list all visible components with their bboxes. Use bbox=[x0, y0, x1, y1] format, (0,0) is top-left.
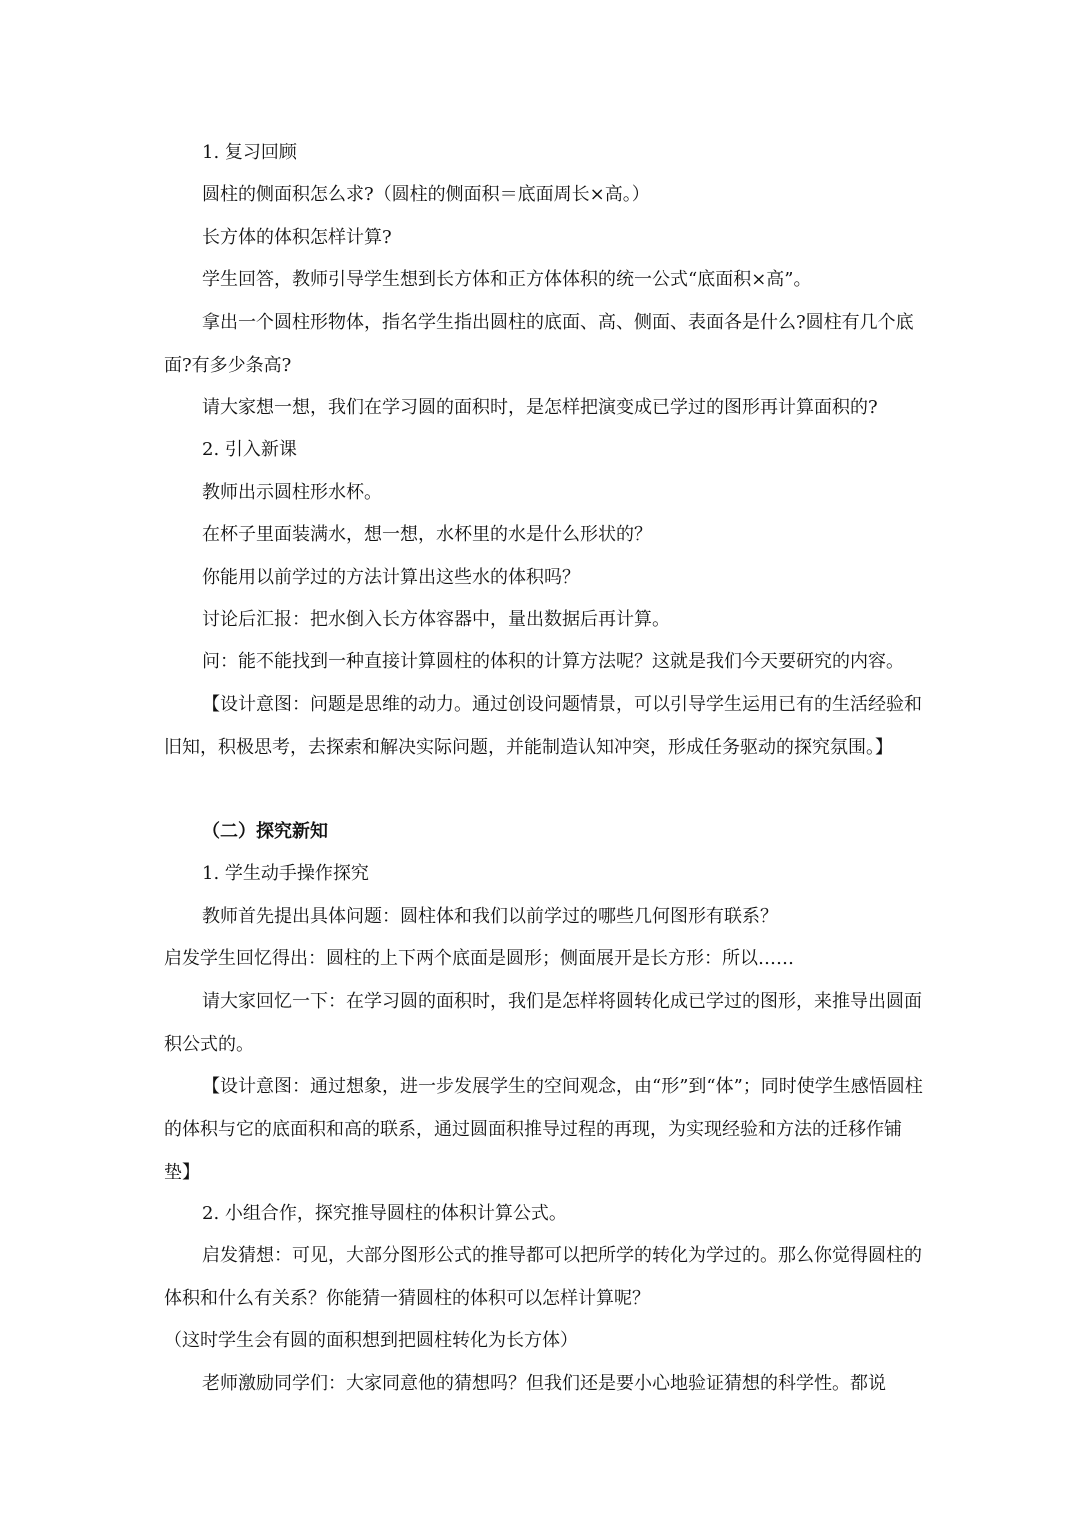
paragraph: 在杯子里面装满水，想一想，水杯里的水是什么形状的？ bbox=[202, 524, 652, 545]
paragraph: 老师激励同学们：大家同意他的猜想吗？但我们还是要小心地验证猜想的科学性。都说 bbox=[202, 1373, 886, 1394]
paragraph: 学生回答，教师引导学生想到长方体和正方体体积的统一公式“底面积×高”。 bbox=[202, 269, 812, 290]
design-intent-note: 【设计意图：通过想象，进一步发展学生的空间观念，由“形”到“体”；同时使学生感悟圆柱的体积与它的底面积和高的联系，通过圆面积推导过程的再现，为实现经验和方法的迁移作铺垫】 bbox=[164, 1076, 923, 1183]
section-heading: （二）探究新知 bbox=[202, 821, 328, 842]
paragraph: 教师首先提出具体问题：圆柱体和我们以前学过的哪些几何图形有联系？ bbox=[202, 906, 778, 927]
paragraph: 请大家回忆一下：在学习圆的面积时，我们是怎样将圆转化成已学过的图形，来推导出圆面积公式的。 bbox=[164, 991, 922, 1055]
paragraph: 问：能不能找到一种直接计算圆柱的体积的计算方法呢？这就是我们今天要研究的内容。 bbox=[202, 651, 904, 672]
paragraph: 你能用以前学过的方法计算出这些水的体积吗？ bbox=[202, 567, 580, 588]
design-intent-note: 【设计意图：问题是思维的动力。通过创设问题情景，可以引导学生运用已有的生活经验和旧知，积极思考，去探索和解决实际问题，并能制造认知冲突，形成任务驱动的探究氛围。】 bbox=[164, 694, 922, 758]
heading-student-exploration: 1. 学生动手操作探究 bbox=[202, 863, 369, 884]
paragraph: （这时学生会有圆的面积想到把圆柱转化为长方体） bbox=[164, 1330, 578, 1351]
paragraph: 拿出一个圆柱形物体，指名学生指出圆柱的底面、高、侧面、表面各是什么?圆柱有几个底面?有多少条高? bbox=[164, 312, 914, 376]
paragraph: 圆柱的侧面积怎么求?（圆柱的侧面积＝底面周长×高。） bbox=[202, 184, 650, 205]
heading-group-cooperation: 2. 小组合作，探究推导圆柱的体积计算公式。 bbox=[202, 1203, 567, 1224]
heading-review: 1. 复习回顾 bbox=[202, 142, 297, 163]
paragraph: 请大家想一想，我们在学习圆的面积时，是怎样把演变成已学过的图形再计算面积的? bbox=[202, 397, 878, 418]
paragraph: 教师出示圆柱形水杯。 bbox=[202, 482, 382, 503]
paragraph: 讨论后汇报：把水倒入长方体容器中，量出数据后再计算。 bbox=[202, 609, 670, 630]
heading-new-lesson: 2. 引入新课 bbox=[202, 439, 297, 460]
paragraph: 长方体的体积怎样计算? bbox=[202, 227, 392, 248]
paragraph: 启发猜想：可见，大部分图形公式的推导都可以把所学的转化为学过的。那么你觉得圆柱的体积和什么有关系？你能猜一猜圆柱的体积可以怎样计算呢？ bbox=[164, 1245, 922, 1309]
paragraph: 启发学生回忆得出：圆柱的上下两个底面是圆形；侧面展开是长方形：所以…… bbox=[164, 948, 794, 969]
